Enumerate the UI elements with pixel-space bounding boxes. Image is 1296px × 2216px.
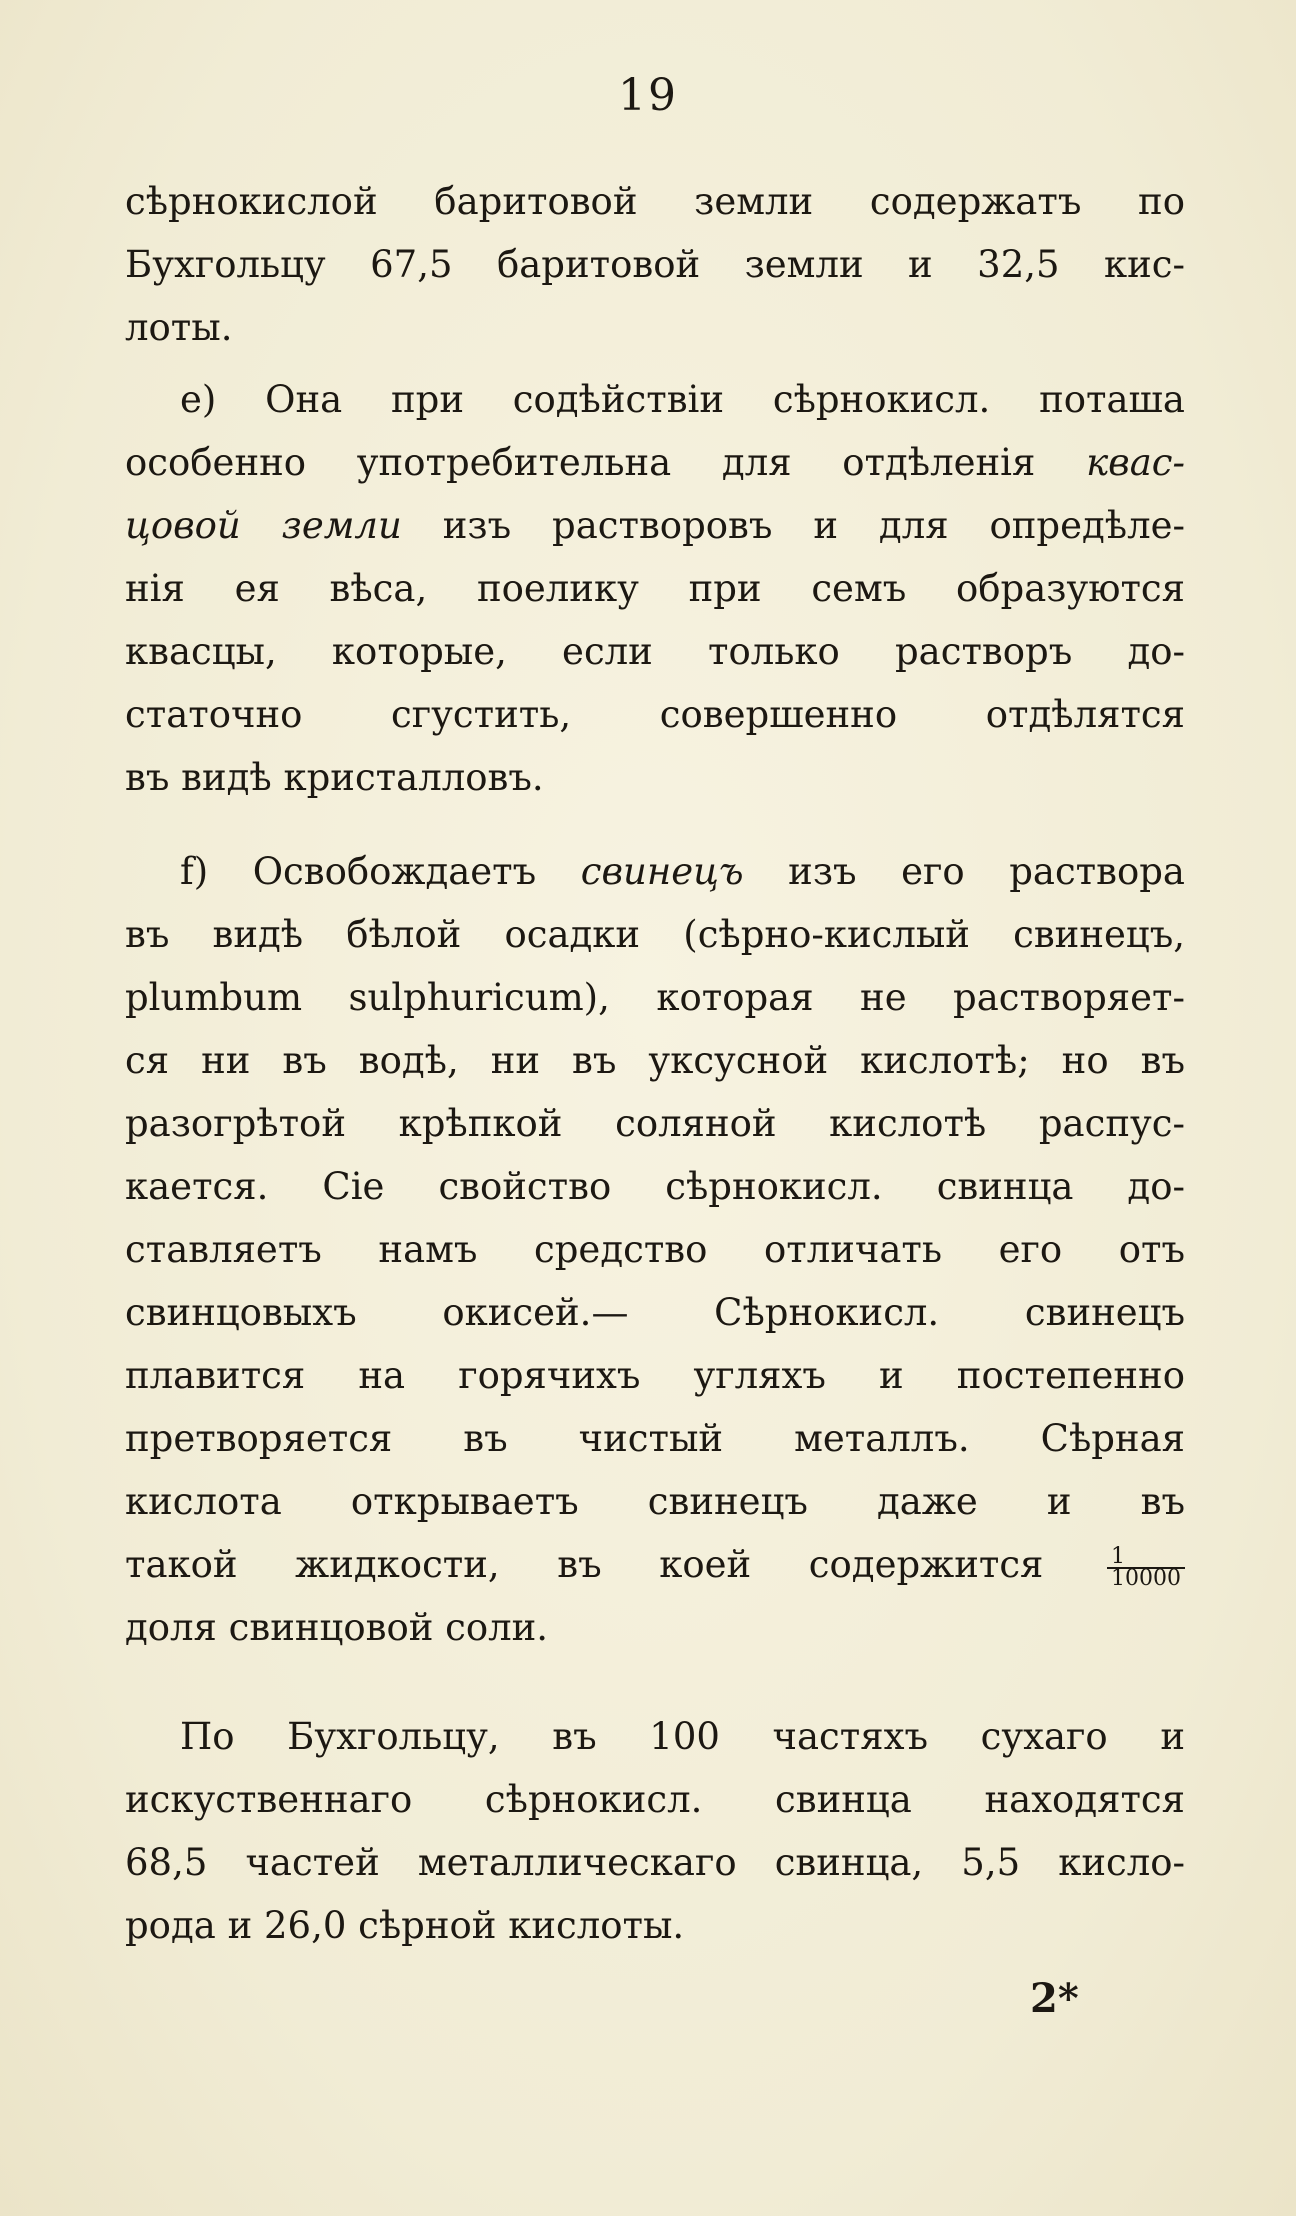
text-line: разогрѣтой крѣпкой соляной кислотѣ распус-	[125, 1102, 1185, 1145]
text-line: въ видѣ бѣлой осадки (сѣрно-кислый свинецъ,	[125, 913, 1185, 956]
text-line: f) Освобождаетъ свинецъ изъ его раствора	[180, 850, 1185, 893]
paragraph-2	[125, 368, 1185, 809]
text-line: кается. Сіе свойство сѣрнокисл. свинца до-	[125, 1165, 1185, 1208]
text-line: рода и 26,0 сѣрной кислоты.	[125, 1904, 685, 1947]
text-line: въ видѣ кристалловъ.	[125, 756, 544, 799]
italic-phrase: цовой земли	[125, 504, 402, 547]
text-line: Бухгольцу 67,5 баритовой земли и 32,5 кис-	[125, 243, 1185, 286]
fraction-numerator: 1	[1107, 1547, 1185, 1569]
fraction	[1107, 1543, 1185, 1591]
paragraph-4	[125, 1705, 1185, 1957]
text-line: По Бухгольцу, въ 100 частяхъ сухаго и	[180, 1715, 1185, 1758]
text-line: статочно сгустить, совершенно отдѣлятся	[125, 693, 1185, 736]
text-line: лоты.	[125, 306, 233, 349]
text-line-part: такой жидкости, въ коей содержится	[125, 1543, 1044, 1586]
italic-phrase: свинецъ	[580, 850, 744, 893]
text-line: 68,5 частей металлическаго свинца, 5,5 кисло-	[125, 1841, 1185, 1884]
text-line: доля свинцовой соли.	[125, 1606, 549, 1649]
text-line: кислота открываетъ свинецъ даже и въ	[125, 1480, 1185, 1523]
text-line: нія ея вѣса, поелику при семъ образуются	[125, 567, 1185, 610]
paragraph-1	[125, 170, 1185, 359]
fraction-denominator: 10000	[1111, 1565, 1181, 1591]
text-line: претворяется въ чистый металлъ. Сѣрная	[125, 1417, 1185, 1460]
text-line: ся ни въ водѣ, ни въ уксусной кислотѣ; но въ	[125, 1039, 1185, 1082]
text-line: искуственнаго сѣрнокисл. свинца находятся	[125, 1778, 1185, 1821]
text-line: сѣрнокислой баритовой земли содержатъ по	[125, 180, 1185, 223]
text-line: plumbum sulphuricum), которая не растворяет-	[125, 976, 1185, 1019]
text-line-with-fraction	[125, 1533, 1185, 1596]
italic-phrase: квас-	[1086, 441, 1185, 484]
page-number: 19	[618, 70, 678, 121]
text-line: ставляетъ намъ средство отличать его отъ	[125, 1228, 1185, 1271]
text-line: квасцы, которые, если только растворъ до-	[125, 630, 1185, 673]
text-line: e) Она при содѣйствіи сѣрнокисл. поташа	[180, 378, 1185, 421]
text-line: особенно употребительна для отдѣленія квас-	[125, 441, 1185, 484]
text-line: плавится на горячихъ угляхъ и постепенно	[125, 1354, 1185, 1397]
paragraph-3	[125, 840, 1185, 1659]
text-line: цовой земли изъ растворовъ и для опредѣле-	[125, 504, 1185, 547]
signature-mark: 2*	[1030, 1975, 1079, 2022]
text-line: свинцовыхъ окисей.— Сѣрнокисл. свинецъ	[125, 1291, 1185, 1334]
